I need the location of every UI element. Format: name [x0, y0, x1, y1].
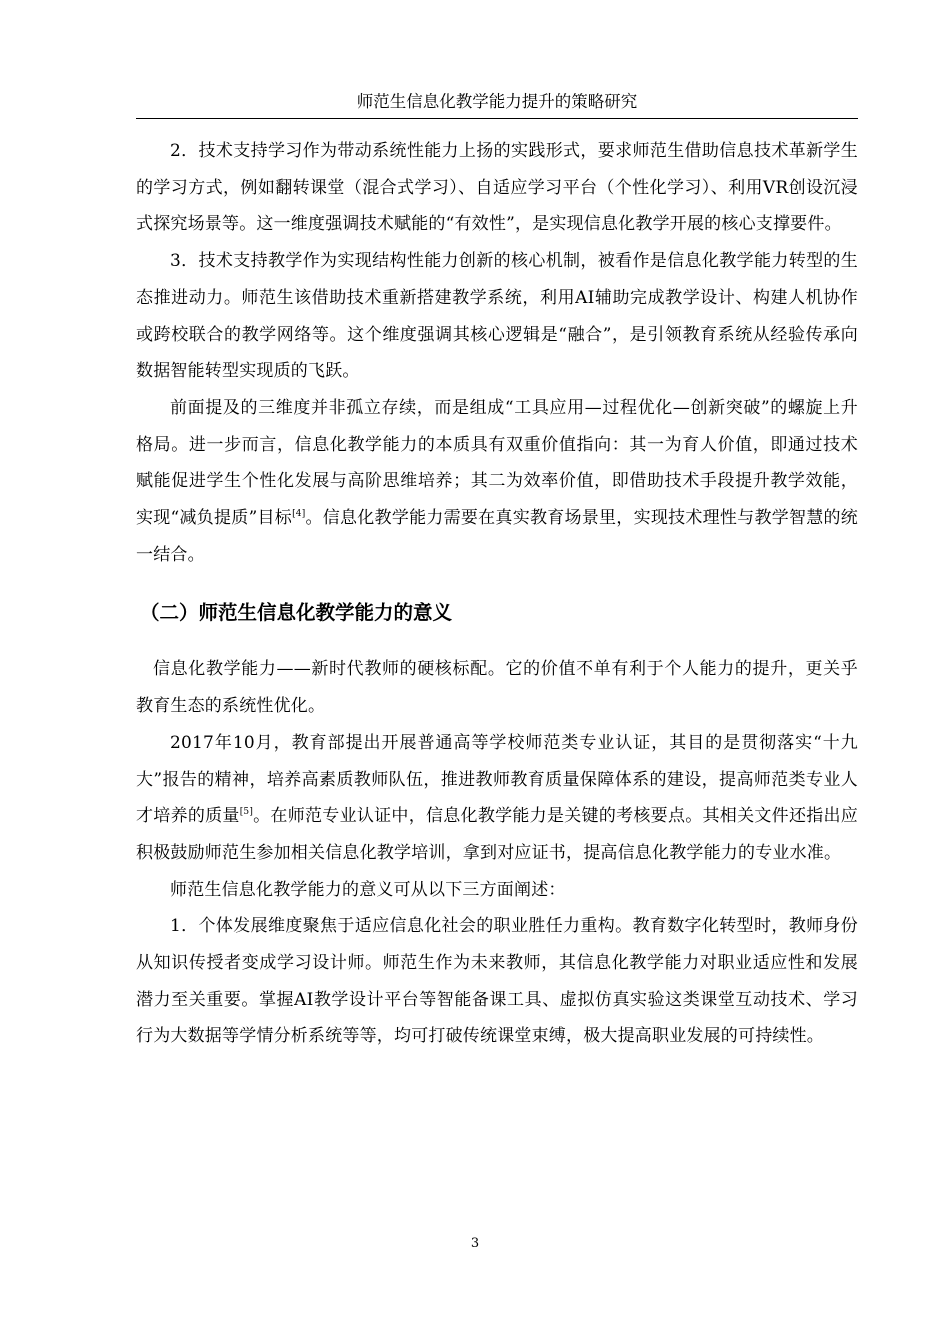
paragraph-text: 前面提及的三维度并非孤立存续，而是组成“工具应用—过程优化—创新突破”的螺旋上升格局。进一步而言，信息化教学能力的本质具有双重价值指向：其一为育人价值，即通过技术赋能促进学生个性化发展与高阶思维培养；其二为效率价值，即借助技术手段提升教学效能，实现“减负提质”目标 [136, 397, 858, 529]
citation-ref: [4] [292, 509, 306, 520]
running-header [136, 90, 858, 119]
body-paragraph [136, 725, 858, 872]
body-paragraph: 师范生信息化教学能力的意义可从以下三方面阐述： [170, 879, 566, 900]
section-heading: （二）师范生信息化教学能力的意义 [140, 601, 453, 625]
header-title: 师范生信息化教学能力提升的策略研究 [356, 92, 638, 111]
paragraph-text: 。在师范专业认证中，信息化教学能力是关键的考核要点。其相关文件还指出应积极鼓励师范生参加相关信息化教学培训，拿到对应证书，提高信息化教学能力的专业水准。 [136, 806, 858, 863]
paragraph-text: 2017年10月，教育部提出开展普通高等学校师范类专业认证，其目的是贯彻落实“十九大”报告的精神，培养高素质教师队伍，推进教师教育质量保障体系的建设，提高师范类专业人才培养的质量 [136, 732, 858, 827]
body-paragraph: 信息化教学能力——新时代教师的硬核标配。它的价值不单有利于个人能力的提升，更关乎教育生态的系统性优化。 [136, 659, 858, 717]
body-paragraph [136, 390, 858, 574]
citation-ref: [5] [239, 807, 254, 818]
body-paragraph: 1．个体发展维度聚焦于适应信息化社会的职业胜任力重构。教育数字化转型时，教师身份从知识传授者变成学习设计师。师范生作为未来教师，其信息化教学能力对职业适应性和发展潜力至关重要。掌握AI教学设计平台等智能备课工具、虚拟仿真实验这类课堂互动技术、学习行为大数据等学情分析系统等等，均可打破传统课堂束缚，极大提高职业发展的可持续性。 [136, 916, 858, 1047]
body-paragraph: 3．技术支持教学作为实现结构性能力创新的核心机制，被看作是信息化教学能力转型的生态推进动力。师范生该借助技术重新搭建教学系统，利用AI辅助完成教学设计、构建人机协作或跨校联合的教学网络等。这个维度强调其核心逻辑是“融合”，是引领教育系统从经验传承向数据智能转型实现质的飞跃。 [136, 251, 858, 382]
page-body [136, 133, 858, 1055]
page-number: 3 [470, 1236, 480, 1251]
body-paragraph: 2．技术支持学习作为带动系统性能力上扬的实践形式，要求师范生借助信息技术革新学生的学习方式，例如翻转课堂（混合式学习）、自适应学习平台（个性化学习）、利用VR创设沉浸式探究场景等。这一维度强调技术赋能的“有效性”，是实现信息化教学开展的核心支撑要件。 [136, 141, 858, 235]
paragraph-text: 。信息化教学能力需要在真实教育场景里，实现技术理性与教学智慧的统一结合。 [136, 508, 858, 565]
